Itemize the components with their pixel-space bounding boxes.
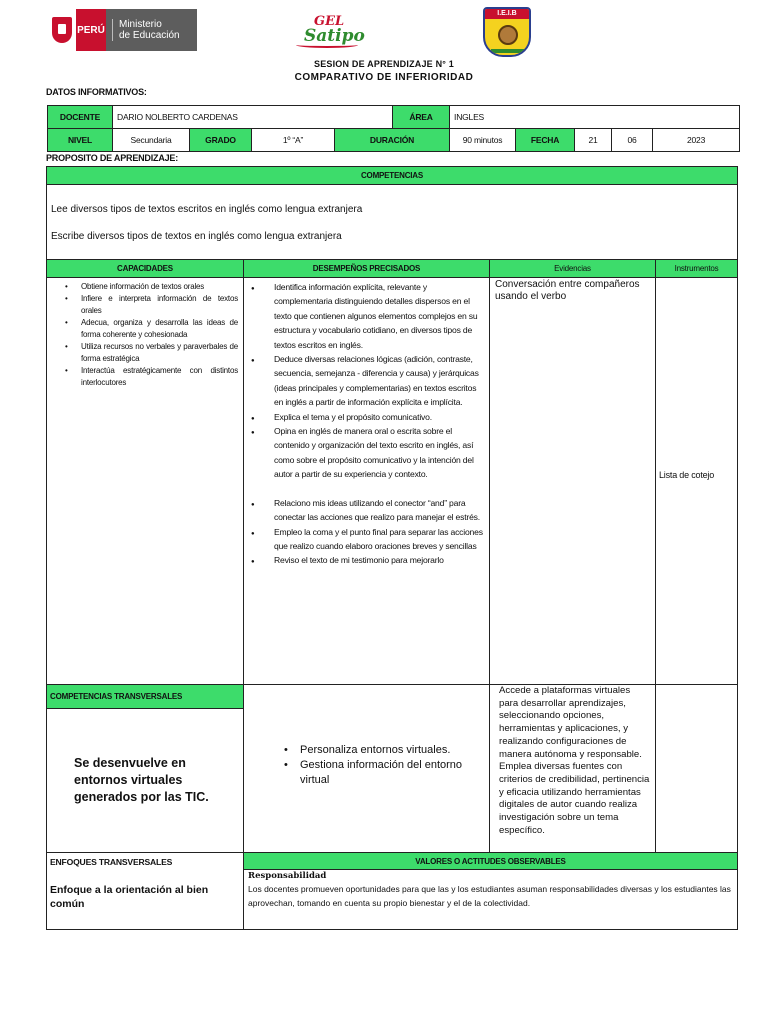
desempeno-transversal-cell — [489, 684, 656, 853]
list-item: • Obtiene información de textos orales — [55, 281, 240, 293]
duracion-label: DURACIÓN — [335, 129, 450, 152]
session-subtitle: COMPARATIVO DE INFERIORIDAD — [294, 72, 474, 83]
docente-value: DARIO NOLBERTO CARDENAS — [113, 106, 393, 129]
fecha-anio: 2023 — [653, 129, 740, 152]
ugel-satipo-logo — [296, 12, 366, 50]
desempeno-transversal-text: Accede a plataformas virtuales para desarrollar aprendizajes, seleccionando opciones, herramientas y aplicaciones, y realizando configuraciones de manera autónoma y responsable. Emplea diversas fuentes con criterios de credibilidad, pertinencia y eficacia utilizando herramientas digitales de autor cuando realiza investigación sobre un tema específico. — [499, 685, 650, 836]
list-item: ● Empleo la coma y el punto final para separar las acciones que realizo cuando elaboro oraciones breves y sencillas — [243, 525, 486, 554]
grado-label: GRADO — [190, 129, 252, 152]
capacidades-cell — [46, 277, 244, 685]
fecha-dia: 21 — [575, 129, 612, 152]
competencia-tic-text: Se desenvuelve en entornos virtuales generados por las TIC. — [74, 756, 209, 804]
proposito-label: PROPOSITO DE APRENDIZAJE: — [46, 153, 179, 163]
swoosh-icon — [296, 42, 358, 48]
docente-label: DOCENTE — [48, 106, 113, 129]
capacidades-transversales-cell — [243, 684, 490, 853]
instrumentos-header: Instrumentos — [655, 259, 738, 278]
valor-descripcion: Los docentes promueven oportunidades para que las y los estudiantes asuman responsabilidades diversas y los estudiantes las aprovechan, tomando en cuenta su propio bienestar y el de la colectividad. — [248, 884, 731, 908]
desempenos-cell — [243, 277, 490, 685]
desempenos-list — [274, 280, 486, 568]
session-title: SESION DE APRENDIZAJE N° 1 — [314, 59, 454, 69]
capacidades-header: CAPACIDADES — [46, 259, 244, 278]
ugel-text: GEL — [314, 14, 345, 29]
valores-cell — [243, 869, 738, 930]
list-item: • Infiere e interpreta información de textos orales — [55, 293, 240, 317]
list-item: • Adecua, organiza y desarrolla las ideas de forma coherente y cohesionada — [55, 317, 240, 341]
competencia-lee: Lee diversos tipos de textos escritos en inglés como lengua extranjera — [51, 204, 363, 215]
competencia-escribe: Escribe diversos tipos de textos en inglés como lengua extranjera — [51, 231, 342, 242]
datos-informativos-label: DATOS INFORMATIVOS: — [46, 87, 147, 97]
ministerio-label: Ministerio de Educación — [112, 19, 180, 41]
peru-shield-icon — [48, 9, 76, 51]
ieib-school-crest — [483, 7, 531, 57]
instrumento-transversal-cell — [655, 684, 738, 853]
valores-header: VALORES O ACTITUDES OBSERVABLES — [243, 852, 738, 870]
capacidades-list — [55, 281, 240, 389]
list-item: • Interactúa estratégicamente con distintos interlocutores — [55, 365, 240, 389]
desempenos-header: DESEMPEÑOS PRECISADOS — [243, 259, 490, 278]
area-label: ÁREA — [393, 106, 450, 129]
nivel-label: NIVEL — [48, 129, 113, 152]
fecha-mes: 06 — [612, 129, 653, 152]
ieib-badge-text: I.E.I.B — [485, 9, 529, 19]
competencias-transversales-header: COMPETENCIAS TRANSVERSALES — [46, 684, 244, 709]
evidencias-header: Evidencias — [489, 259, 656, 278]
fecha-label: FECHA — [516, 129, 575, 152]
satipo-text: Satipo — [304, 26, 365, 46]
instrumentos-cell — [655, 277, 738, 685]
evidencias-cell — [489, 277, 656, 685]
list-item: ● Reviso el texto de mi testimonio para mejorarlo — [243, 553, 486, 567]
competencia-transversal-cell — [46, 708, 244, 853]
list-item: • Gestiona información del entorno virtual — [274, 758, 489, 788]
peru-label: PERÚ — [76, 9, 106, 51]
list-item: ● Deduce diversas relaciones lógicas (adición, contraste, secuencia, semejanza - diferencia y causa) y jerárquicas (ideas principales y complementarias) en textos escritos en inglés a partir de información explícita e implícita. — [243, 352, 486, 410]
enfoques-header: ENFOQUES TRANSVERSALES — [50, 857, 173, 867]
competencias-header: COMPETENCIAS — [46, 166, 738, 185]
list-item: • Personaliza entornos virtuales. — [274, 743, 489, 758]
duracion-value: 90 minutos — [450, 129, 516, 152]
enfoque-bien-comun: Enfoque a la orientación al bien común — [50, 884, 209, 910]
crest-emblem-icon — [498, 25, 518, 45]
minedu-logo — [48, 9, 197, 51]
evidencia-text: Conversación entre compañeros usando el verbo — [495, 279, 640, 302]
list-item: • Utiliza recursos no verbales y paraverbales de forma estratégica — [55, 341, 240, 365]
list-item: ● Identifica información explícita, relevante y complementaria distinguiendo detalles dispersos en el texto que contienen algunos elementos complejos en su estructura y vocabulario cotidiano, en diversos tipos de textos escritos en inglés. — [243, 280, 486, 352]
list-item: ● Opina en inglés de manera oral o escrita sobre el contenido y organización del texto escrito en inglés, así como sobre el propósito comunicativo y la intención del autor a partir de su experiencia y contexto. — [243, 424, 486, 482]
instrumento-text: Lista de cotejo — [659, 470, 715, 480]
enfoques-cell — [46, 852, 244, 930]
capacidades-transversales-list — [274, 743, 489, 788]
list-item: ● Relaciono mis ideas utilizando el conector “and” para conectar las acciones que realizo para manejar el estrés. — [243, 496, 486, 525]
competencias-box — [46, 184, 738, 260]
grado-value: 1º “A” — [252, 129, 335, 152]
area-value: INGLES — [450, 106, 740, 129]
nivel-value: Secundaria — [113, 129, 190, 152]
list-item: ● Explica el tema y el propósito comunicativo. — [243, 410, 486, 424]
info-table — [47, 105, 740, 152]
valor-responsabilidad: Responsabilidad — [248, 871, 327, 881]
